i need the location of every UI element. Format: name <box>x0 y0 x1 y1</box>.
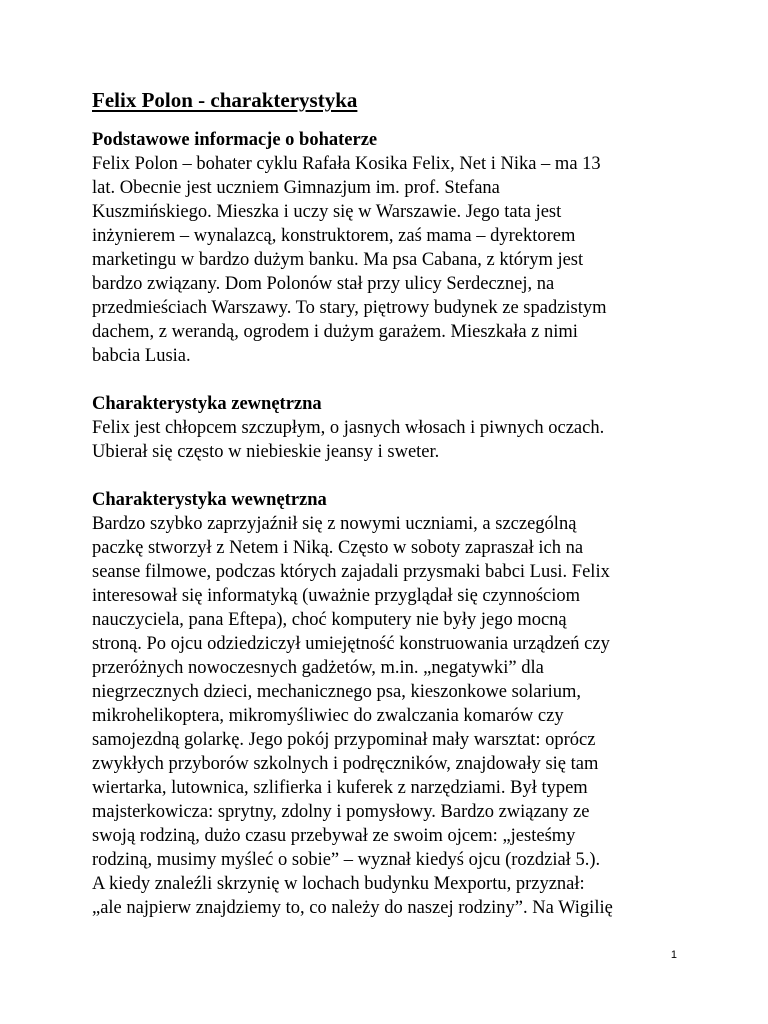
text-line: przeróżnych nowoczesnych gadżetów, m.in. „negatywki” dla <box>92 658 544 678</box>
text-line: przedmieściach Warszawy. To stary, piętrowy budynek ze spadzistym <box>92 298 607 318</box>
section-body <box>92 152 682 368</box>
text-line: mikrohelikoptera, mikromyśliwiec do zwalczania komarów czy <box>92 706 564 726</box>
section-body <box>92 512 682 920</box>
text-line: rodziną, musimy myśleć o sobie” – wyznał kiedyś ojcu (rozdział 5.). <box>92 850 601 870</box>
text-line: marketingu w bardzo dużym banku. Ma psa Cabana, z którym jest <box>92 250 584 270</box>
document-content <box>92 84 682 920</box>
text-line: swoją rodziną, dużo czasu przebywał ze swoim ojcem: „jesteśmy <box>92 826 576 846</box>
section-heading: Podstawowe informacje o bohaterze <box>92 130 378 150</box>
sections-container <box>92 128 682 920</box>
text-line: nauczyciela, pana Eftepa), choć komputery nie były jego mocną <box>92 610 567 630</box>
section-internal <box>92 488 682 920</box>
text-line: stroną. Po ojcu odziedziczył umiejętność konstruowania urządzeń czy <box>92 634 610 654</box>
text-line: samojezdną golarkę. Jego pokój przypominał mały warsztat: oprócz <box>92 730 596 750</box>
text-line: Felix Polon – bohater cyklu Rafała Kosika Felix, Net i Nika – ma 13 <box>92 154 601 174</box>
document-title: Felix Polon - charakterystyka <box>92 88 358 112</box>
text-line: majsterkowicza: sprytny, zdolny i pomysłowy. Bardzo związany ze <box>92 802 590 822</box>
text-line: babcia Lusia. <box>92 346 191 366</box>
text-line: Ubierał się często w niebieskie jeansy i sweter. <box>92 442 440 462</box>
text-line: dachem, z werandą, ogrodem i dużym garażem. Mieszkała z nimi <box>92 322 578 342</box>
text-line: inżynierem – wynalazcą, konstruktorem, zaś mama – dyrektorem <box>92 226 576 246</box>
text-line: paczkę stworzył z Netem i Niką. Często w soboty zapraszał ich na <box>92 538 584 558</box>
text-line: zwykłych przyborów szkolnych i podręczników, znajdowały się tam <box>92 754 599 774</box>
text-line: Kuszmińskiego. Mieszka i uczy się w Warszawie. Jego tata jest <box>92 202 562 222</box>
section-external <box>92 392 682 464</box>
text-line: „ale najpierw znajdziemy to, co należy do naszej rodziny”. Na Wigilię <box>92 898 613 918</box>
text-line: niegrzecznych dzieci, mechanicznego psa, kieszonkowe solarium, <box>92 682 582 702</box>
text-line: seanse filmowe, podczas których zajadali przysmaki babci Lusi. Felix <box>92 562 610 582</box>
section-body <box>92 416 682 464</box>
text-line: lat. Obecnie jest uczniem Gimnazjum im. prof. Stefana <box>92 178 500 198</box>
text-line: Felix jest chłopcem szczupłym, o jasnych włosach i piwnych oczach. <box>92 418 605 438</box>
page-number: 1 <box>670 949 677 961</box>
section-heading: Charakterystyka zewnętrzna <box>92 394 322 414</box>
text-line: wiertarka, lutownica, szlifierka i kuferek z narzędziami. Był typem <box>92 778 588 798</box>
text-line: Bardzo szybko zaprzyjaźnił się z nowymi uczniami, a szczególną <box>92 514 577 534</box>
section-basic-info <box>92 128 682 368</box>
section-heading: Charakterystyka wewnętrzna <box>92 490 327 510</box>
text-line: interesował się informatyką (uważnie przyglądał się czynnościom <box>92 586 581 606</box>
text-line: bardzo związany. Dom Polonów stał przy ulicy Serdecznej, na <box>92 274 555 294</box>
text-line: A kiedy znaleźli skrzynię w lochach budynku Mexportu, przyznał: <box>92 874 585 894</box>
